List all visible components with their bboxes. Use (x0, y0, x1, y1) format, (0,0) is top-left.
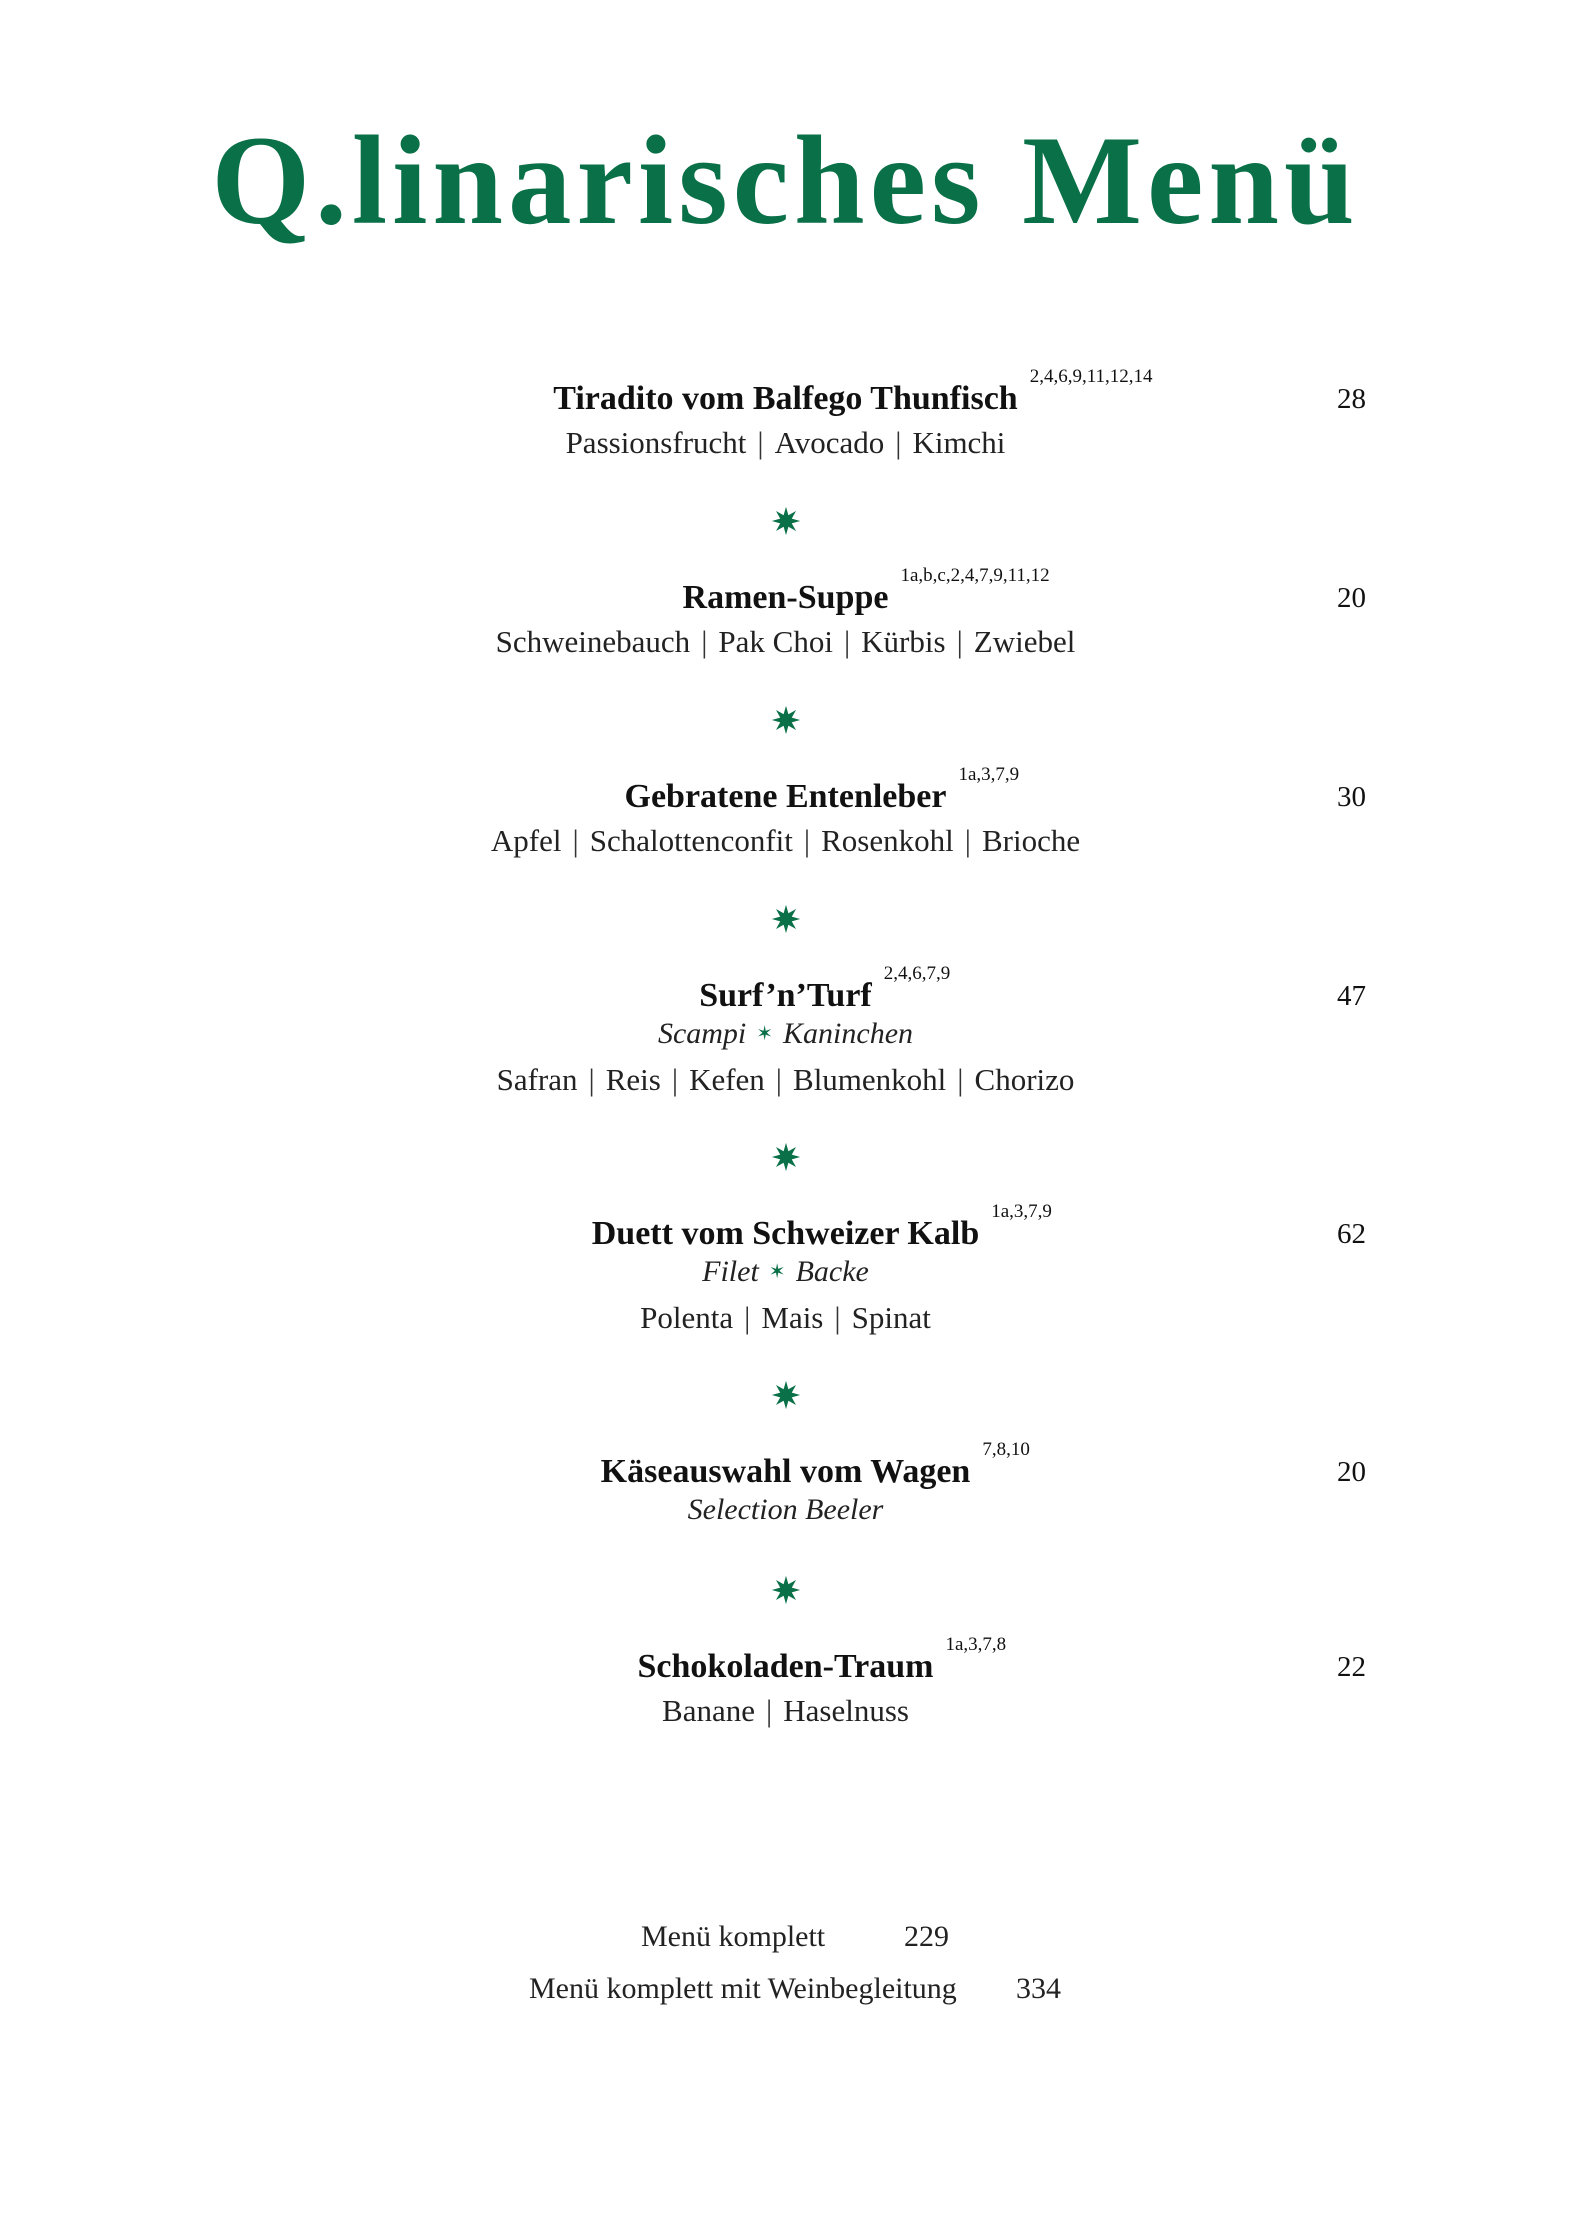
dish-price: 47 (1337, 980, 1366, 1012)
divider-star (0, 1572, 1571, 1608)
star-burst-icon (771, 1581, 801, 1598)
separator-bar: | (671, 1062, 679, 1097)
dish-name-line (0, 764, 1571, 819)
ingredient: Blumenkohl (793, 1062, 947, 1097)
dish-name: Duett vom Schweizer Kalb (591, 1215, 980, 1252)
dish-subtitle (0, 1014, 1571, 1054)
dish-subtitle (0, 1252, 1571, 1292)
dish-name: Surf’n’Turf (699, 977, 872, 1014)
dish-name: Gebratene Entenleber (624, 778, 947, 815)
separator-bar: | (957, 1062, 964, 1097)
allergen-codes: 2,4,6,9,11,12,14 (1029, 366, 1153, 387)
ingredient: Spinat (851, 1300, 931, 1335)
separator-bar: | (757, 425, 764, 460)
separator-bar: | (895, 425, 902, 460)
summary-price: 229 (904, 1920, 949, 1953)
ingredient: Banane (662, 1693, 756, 1728)
separator-bar: | (803, 823, 811, 858)
allergen-codes: 7,8,10 (982, 1439, 1030, 1460)
dish-name-line (0, 366, 1571, 421)
ingredient: Kimchi (912, 425, 1006, 460)
dish-ingredients (0, 620, 1571, 664)
separator-bar: | (834, 1300, 841, 1335)
separator-bar: | (766, 1693, 773, 1728)
separator-bar: | (843, 624, 851, 659)
ingredient: Zwiebel (973, 624, 1076, 659)
ingredient: Haselnuss (783, 1693, 909, 1728)
divider-star (0, 702, 1571, 738)
ingredient: Rosenkohl (821, 823, 954, 858)
dish-subtitle (0, 1490, 1571, 1530)
divider-star (0, 901, 1571, 937)
ingredient: Passionsfrucht (565, 425, 747, 460)
subtitle-text: Kaninchen (783, 1017, 914, 1050)
dish-name-line (0, 1201, 1571, 1256)
allergen-codes: 1a,3,7,9 (958, 764, 1020, 785)
subtitle-text: Filet (702, 1255, 759, 1288)
dish-price: 20 (1337, 1456, 1366, 1488)
dish-name-line (0, 963, 1571, 1018)
separator-bar: | (744, 1300, 751, 1335)
divider-star (0, 1139, 1571, 1175)
dish-price: 28 (1337, 383, 1366, 415)
summary-price: 334 (1016, 1972, 1061, 2005)
dish-price: 30 (1337, 781, 1366, 813)
ingredient: Kefen (689, 1062, 765, 1097)
dish-ingredients (0, 1296, 1571, 1340)
star-burst-icon (771, 512, 801, 529)
separator-bar: | (956, 624, 963, 659)
allergen-codes: 1a,3,7,8 (945, 1634, 1007, 1655)
allergen-codes: 1a,b,c,2,4,7,9,11,12 (900, 565, 1050, 586)
ingredient: Mais (761, 1300, 824, 1335)
ingredient: Apfel (490, 823, 562, 858)
dish-ingredients (0, 1058, 1571, 1102)
dish-name: Ramen-Suppe (682, 579, 889, 616)
ingredient: Safran (496, 1062, 578, 1097)
separator-bar: | (572, 823, 579, 858)
separator-bar: | (588, 1062, 595, 1097)
ingredient: Avocado (774, 425, 885, 460)
dish-title (682, 565, 1050, 626)
summary-row (0, 1967, 1571, 2011)
star-icon: ✶ (768, 1261, 786, 1283)
divider-star (0, 1377, 1571, 1413)
star-burst-icon (771, 711, 801, 728)
dish-price: 20 (1337, 582, 1366, 614)
star-burst-icon (771, 1148, 801, 1165)
summary-row (0, 1915, 1571, 1959)
dish-title (637, 1634, 1007, 1695)
dish-name-line (0, 1634, 1571, 1689)
ingredient: Schalottenconfit (589, 823, 793, 858)
allergen-codes: 2,4,6,7,9 (883, 963, 951, 984)
ingredient: Polenta (640, 1300, 734, 1335)
separator-bar: | (775, 1062, 783, 1097)
dish-name: Schokoladen-Traum (637, 1648, 934, 1685)
dish-title (553, 366, 1153, 427)
dish-ingredients (0, 421, 1571, 465)
dish-title (624, 764, 1020, 825)
subtitle-text: Selection Beeler (687, 1493, 884, 1526)
star-burst-icon (771, 1386, 801, 1403)
star-burst-icon (771, 910, 801, 927)
dish-name-line (0, 565, 1571, 620)
ingredient: Pak Choi (718, 624, 833, 659)
summary-label: Menü komplett (641, 1920, 826, 1953)
ingredient: Schweinebauch (495, 624, 691, 659)
star-icon: ✶ (756, 1023, 774, 1045)
dish-ingredients (0, 819, 1571, 863)
separator-bar: | (964, 823, 971, 858)
ingredient: Reis (605, 1062, 661, 1097)
divider-star (0, 503, 1571, 539)
dish-price: 22 (1337, 1651, 1366, 1683)
dish-name: Tiradito vom Balfego Thunfisch (553, 380, 1018, 417)
dish-name-line (0, 1439, 1571, 1494)
ingredient: Brioche (981, 823, 1081, 858)
ingredient: Chorizo (974, 1062, 1075, 1097)
allergen-codes: 1a,3,7,9 (991, 1201, 1052, 1222)
ingredient: Kürbis (861, 624, 946, 659)
page-title: Q.linarisches Menü (211, 111, 1360, 251)
separator-bar: | (701, 624, 708, 659)
subtitle-text: Backe (795, 1255, 869, 1288)
summary-label: Menü komplett mit Weinbegleitung (529, 1972, 957, 2005)
dish-name: Käseauswahl vom Wagen (600, 1453, 971, 1490)
subtitle-text: Scampi (657, 1017, 747, 1050)
dish-price: 62 (1337, 1218, 1366, 1250)
dish-ingredients (0, 1689, 1571, 1733)
